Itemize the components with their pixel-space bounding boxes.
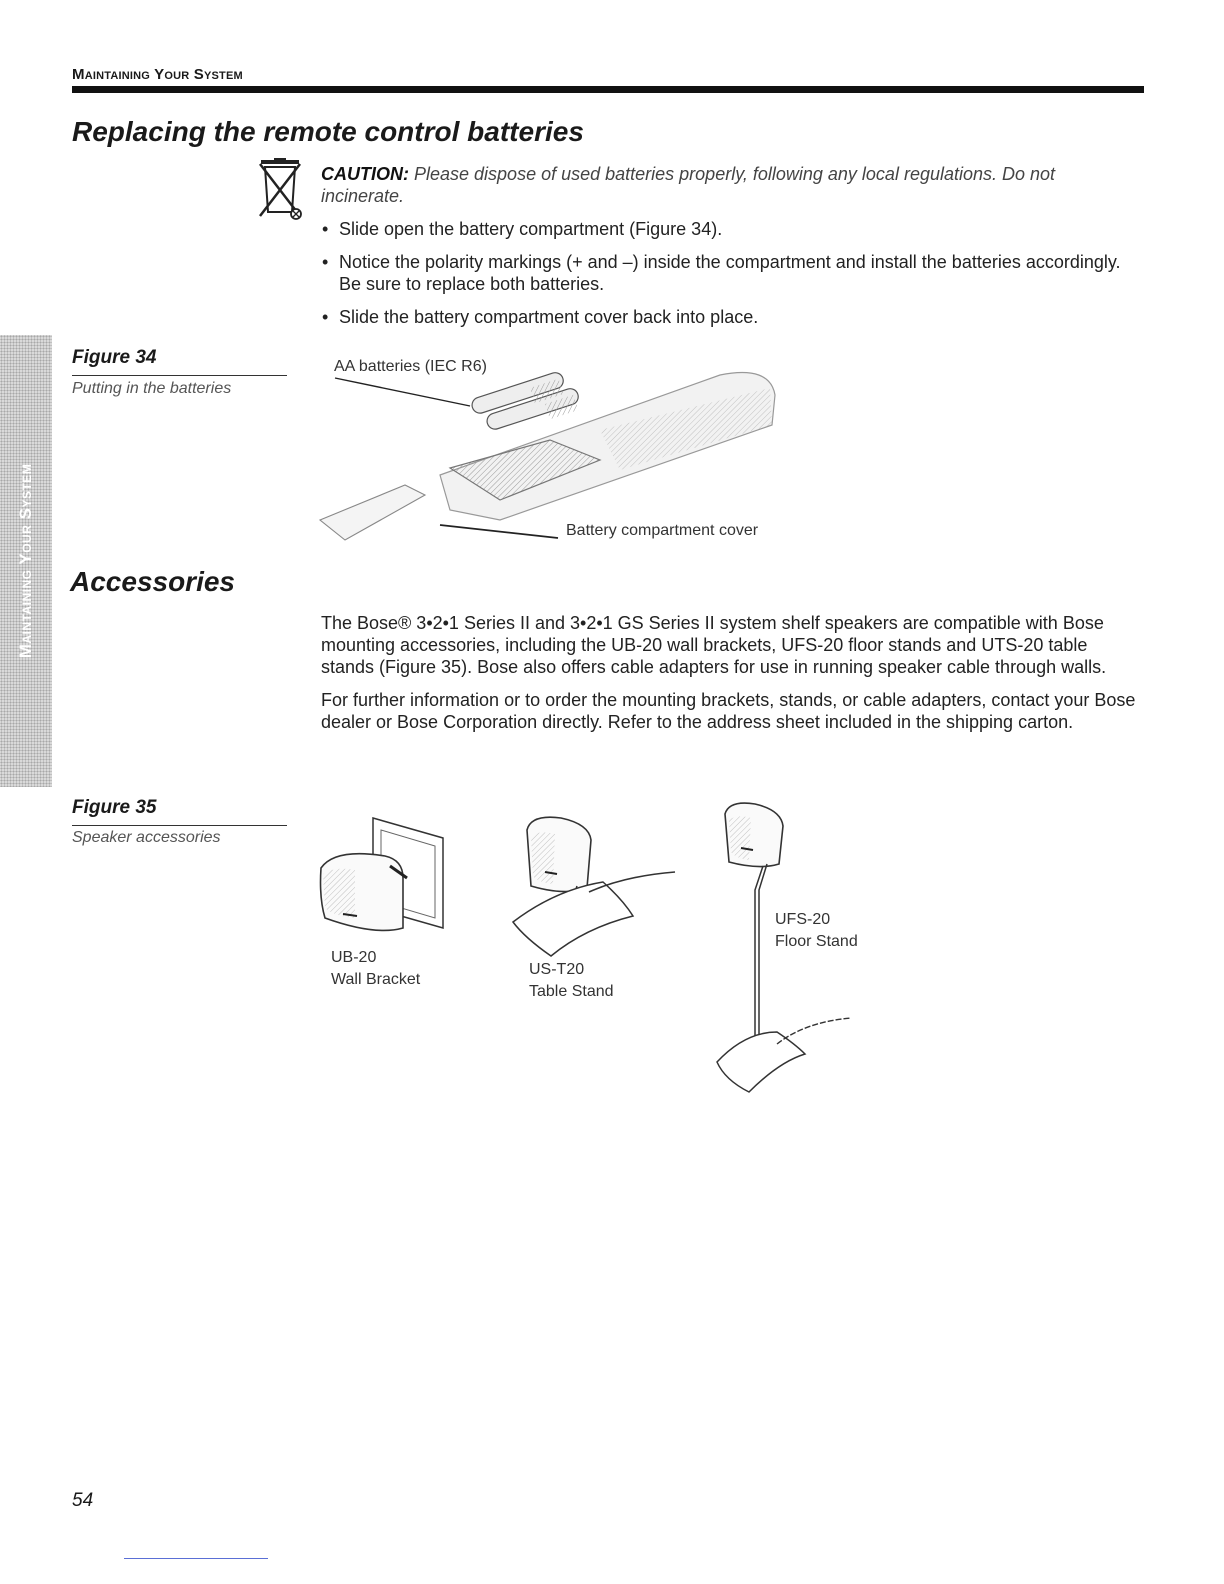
accessories-paragraph-2: For further information or to order the mounting brackets, stands, or cable adapters, contact your Bose dealer or Bose Corporation directly. Refer to the address sheet included in the shipping carton. [321, 690, 1136, 732]
section-title-batteries: Replacing the remote control batteries [72, 116, 584, 147]
running-header: Maintaining Your System [72, 66, 243, 83]
header-rule [72, 86, 1144, 93]
figure-34-caption: Putting in the batteries [72, 380, 232, 397]
figure-34-rule [72, 375, 287, 376]
side-tab-label: Maintaining Your System [16, 463, 35, 659]
caution-note [321, 163, 1121, 207]
table-stand-illustration [505, 810, 685, 960]
list-item: • Slide open the battery compartment (Figure 34). [322, 218, 1132, 240]
label-ust20-model: US-T20 [529, 961, 585, 978]
figure-34-title: Figure 34 [72, 347, 157, 368]
label-ust20-name: Table Stand [529, 983, 614, 1000]
label-ub20-name: Wall Bracket [331, 971, 421, 988]
label-aa-batteries: AA batteries (IEC R6) [334, 358, 487, 375]
crossed-bin-icon [258, 158, 306, 222]
accessories-text [321, 612, 1141, 744]
wall-bracket-illustration [315, 808, 455, 948]
caution-label: CAUTION: [321, 164, 409, 184]
list-item: • Slide the battery compartment cover back into place. [322, 306, 1132, 328]
accessories-paragraph-1: The Bose® 3•2•1 Series II and 3•2•1 GS Series II system shelf speakers are compatible with Bose mounting accessories, including the UB-20 wall brackets, UFS-20 floor stands and UTS-20 table stands (Figure 35). Bose also offers cable adapters for use in running speaker cable through walls. [321, 613, 1107, 677]
section-title-accessories: Accessories [70, 566, 236, 597]
label-battery-cover: Battery compartment cover [566, 522, 759, 539]
battery-steps-list [322, 218, 1132, 339]
figure-35-caption: Speaker accessories [72, 829, 221, 846]
figure-35-title: Figure 35 [72, 797, 157, 818]
label-ufs20-name: Floor Stand [775, 933, 858, 950]
figure-35-rule [72, 825, 287, 826]
label-ufs20-model: UFS-20 [775, 911, 831, 928]
list-item: • Notice the polarity markings (+ and –) inside the compartment and install the batteries accordingly. Be sure to replace both batteries. [322, 251, 1132, 295]
caution-text: Please dispose of used batteries properly, following any local regulations. Do not incinerate. [321, 164, 1056, 206]
label-ub20-model: UB-20 [331, 949, 377, 966]
page-number: 54 [72, 1490, 94, 1511]
bottom-rule [124, 1558, 268, 1559]
